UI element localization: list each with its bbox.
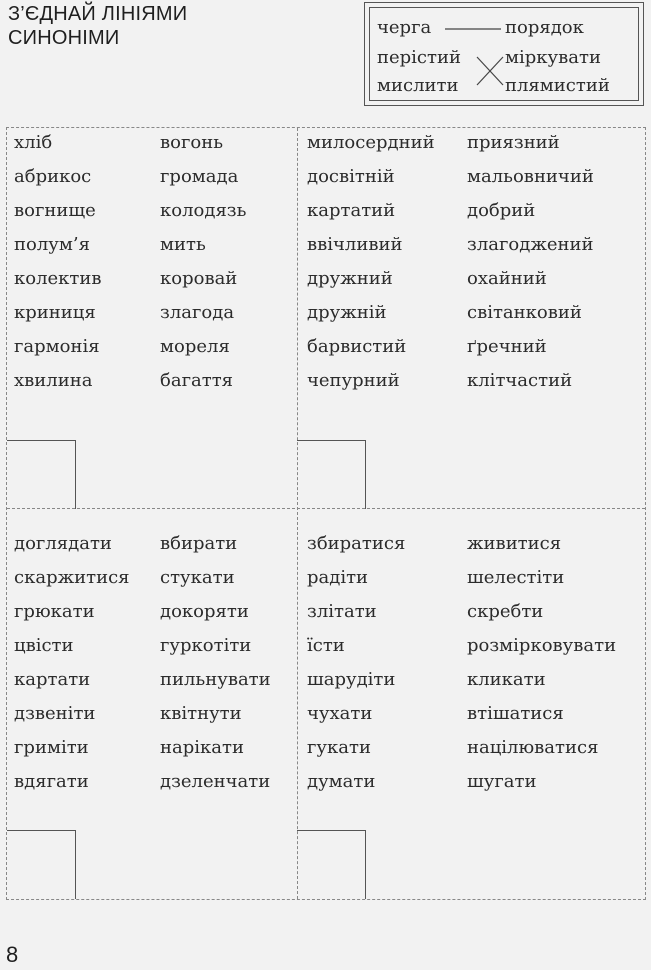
word-right-column: живитися bbox=[467, 533, 562, 554]
word-left-column: гармонія bbox=[14, 336, 100, 357]
word-right-column: кликати bbox=[467, 669, 546, 690]
word-right-column: націлюватися bbox=[467, 737, 599, 758]
corner-mark bbox=[297, 440, 366, 509]
example-right-word: міркувати bbox=[505, 47, 601, 68]
word-right-column: вбирати bbox=[160, 533, 238, 554]
word-left-column: доглядати bbox=[14, 533, 112, 554]
word-left-column: криниця bbox=[14, 302, 96, 323]
word-left-column: гриміти bbox=[14, 737, 89, 758]
word-right-column: добрий bbox=[467, 200, 536, 221]
word-right-column: гуркотіти bbox=[160, 635, 252, 656]
word-right-column: коровай bbox=[160, 268, 238, 289]
word-right-column: пильнувати bbox=[160, 669, 271, 690]
word-left-column: чепурний bbox=[307, 370, 400, 391]
page-number: 8 bbox=[6, 942, 19, 967]
exercise-title bbox=[8, 2, 187, 50]
word-right-column: докоряти bbox=[160, 601, 249, 622]
word-right-column: стукати bbox=[160, 567, 235, 588]
word-left-column: радіти bbox=[307, 567, 369, 588]
word-right-column: втішатися bbox=[467, 703, 564, 724]
word-right-column: світанковий bbox=[467, 302, 582, 323]
word-right-column: злагоджений bbox=[467, 234, 594, 255]
word-right-column: колодязь bbox=[160, 200, 247, 221]
word-right-column: шелестіти bbox=[467, 567, 565, 588]
word-right-column: скребти bbox=[467, 601, 544, 622]
example-left-word: мислити bbox=[377, 75, 459, 96]
title-line-1: З’ЄДНАЙ ЛІНІЯМИ bbox=[8, 3, 188, 25]
word-left-column: дзвеніти bbox=[14, 703, 96, 724]
word-left-column: картати bbox=[14, 669, 91, 690]
example-box bbox=[364, 2, 644, 106]
word-right-column: нарікати bbox=[160, 737, 244, 758]
word-left-column: картатий bbox=[307, 200, 396, 221]
word-left-column: скаржитися bbox=[14, 567, 130, 588]
word-left-column: їсти bbox=[307, 635, 345, 656]
word-right-column: шугати bbox=[467, 771, 537, 792]
example-left-word: перістий bbox=[377, 47, 461, 68]
word-right-column: вогонь bbox=[160, 132, 224, 153]
word-left-column: хвилина bbox=[14, 370, 93, 391]
corner-mark bbox=[7, 830, 76, 899]
corner-mark bbox=[297, 830, 366, 899]
word-right-column: злагода bbox=[160, 302, 235, 323]
word-right-column: мить bbox=[160, 234, 206, 255]
word-left-column: цвісти bbox=[14, 635, 74, 656]
word-left-column: дружній bbox=[307, 302, 387, 323]
word-right-column: охайний bbox=[467, 268, 547, 289]
exercise-grid bbox=[6, 127, 646, 900]
example-right-word: плямистий bbox=[505, 75, 610, 96]
word-left-column: чухати bbox=[307, 703, 373, 724]
word-left-column: абрикос bbox=[14, 166, 92, 187]
word-right-column: мальовничий bbox=[467, 166, 594, 187]
word-left-column: збиратися bbox=[307, 533, 406, 554]
title-line-2: СИНОНІМИ bbox=[8, 27, 120, 49]
word-left-column: полум’я bbox=[14, 234, 90, 255]
word-left-column: грюкати bbox=[14, 601, 95, 622]
word-right-column: клітчастий bbox=[467, 370, 573, 391]
word-left-column: вдягати bbox=[14, 771, 89, 792]
word-left-column: хліб bbox=[14, 132, 53, 153]
word-left-column: шарудіти bbox=[307, 669, 396, 690]
word-left-column: вогнище bbox=[14, 200, 96, 221]
word-right-column: багаття bbox=[160, 370, 234, 391]
word-right-column: приязний bbox=[467, 132, 560, 153]
word-left-column: злітати bbox=[307, 601, 377, 622]
word-right-column: дзеленчати bbox=[160, 771, 271, 792]
word-right-column: громада bbox=[160, 166, 239, 187]
vertical-divider bbox=[297, 128, 298, 899]
word-left-column: дружний bbox=[307, 268, 393, 289]
word-left-column: ввічливий bbox=[307, 234, 403, 255]
example-right-word: порядок bbox=[505, 17, 584, 38]
word-left-column: милосердний bbox=[307, 132, 435, 153]
word-left-column: колектив bbox=[14, 268, 102, 289]
word-left-column: барвистий bbox=[307, 336, 407, 357]
example-left-word: черга bbox=[377, 17, 432, 38]
word-left-column: досвітній bbox=[307, 166, 395, 187]
word-left-column: гукати bbox=[307, 737, 371, 758]
word-right-column: квітнути bbox=[160, 703, 242, 724]
word-left-column: думати bbox=[307, 771, 376, 792]
word-right-column: мореля bbox=[160, 336, 230, 357]
word-right-column: ґречний bbox=[467, 336, 547, 357]
corner-mark bbox=[7, 440, 76, 509]
word-right-column: розмірковувати bbox=[467, 635, 617, 656]
